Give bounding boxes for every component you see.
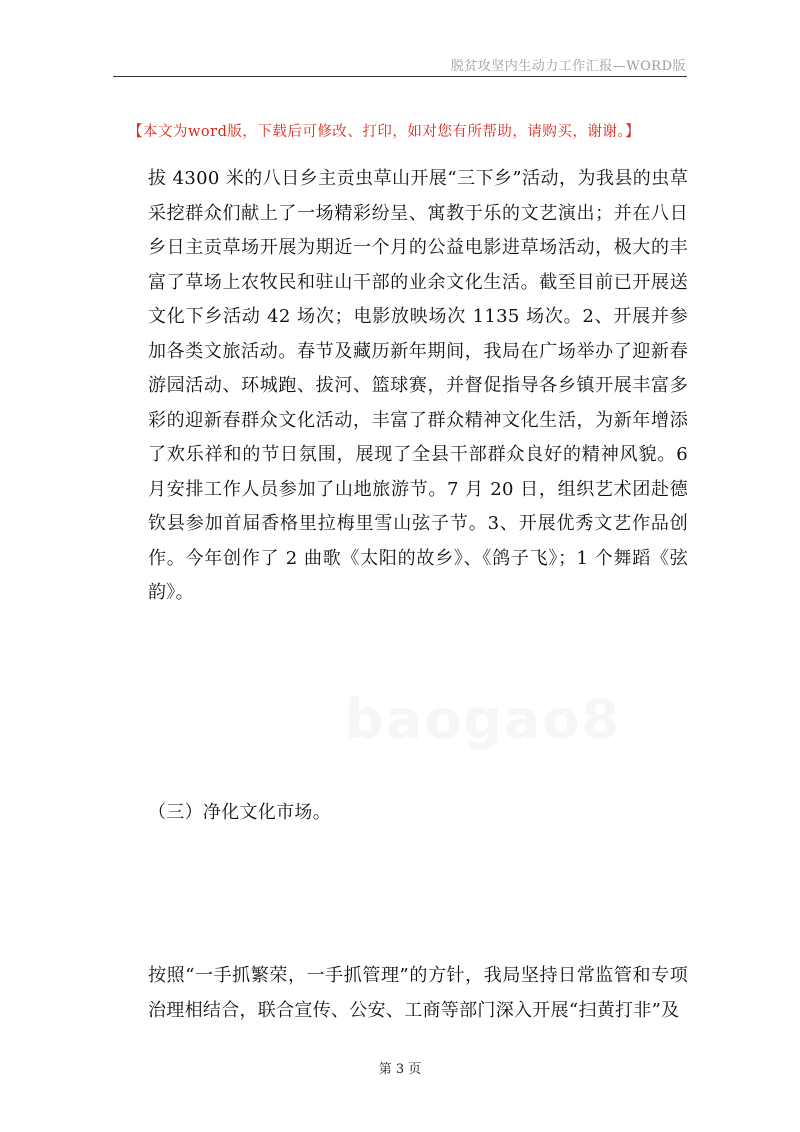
watermark-text [345, 688, 621, 751]
body-paragraph: 按照“一手抓繁荣，一手抓管理”的方针，我局坚持日常监管和专项治理相结合，联合宣传、公安、工商等部门深入开展“扫黄打非”及 [148, 965, 688, 1021]
purchase-notice: 【本文为word版，下载后可修改、打印，如对您有所帮助，请购买，谢谢。】 [128, 124, 641, 140]
page-number: 第 3 页 [378, 1062, 422, 1077]
body-paragraph: 拔 4300 米的八日乡主贡虫草山开展“三下乡”活动，为我县的虫草采挖群众们献上了一场精彩纷呈、寓教于乐的文艺演出；并在八日乡日主贡草场开展为期近一个月的公益电影进草场活动，极大的丰富了草场上农牧民和驻山干部的业余文化生活。截至目前已开展送文化下乡活动 42 场次；电影放映场次 1135 场次。2、开展并参加各类文旅活动。春节及藏历新年期间，我局在广场举办了迎新春游园活动、环城跑、拔河、篮球赛，并督促指导各乡镇开展丰富多彩的迎新春群众文化活动，丰富了群众精神文化生活，为新年增添了欢乐祥和的节日氛围，展现了全县干部群众良好的精神风貌。6 月安排工作人员参加了山地旅游节。7 月 20 日，组织艺术团赴德钦县参加首届香格里拉梅里雪山弦子节。3、开展优秀文艺作品创作。今年创作了 2 曲歌《太阳的故乡》、《鸽子飞》；1 个舞蹈《弦韵》。 [148, 168, 688, 603]
document-header-title: 脱贫攻坚内生动力工作汇报—WORD版 [450, 59, 686, 74]
header-divider [113, 76, 687, 77]
section-heading: （三）净化文化市场。 [148, 802, 331, 823]
